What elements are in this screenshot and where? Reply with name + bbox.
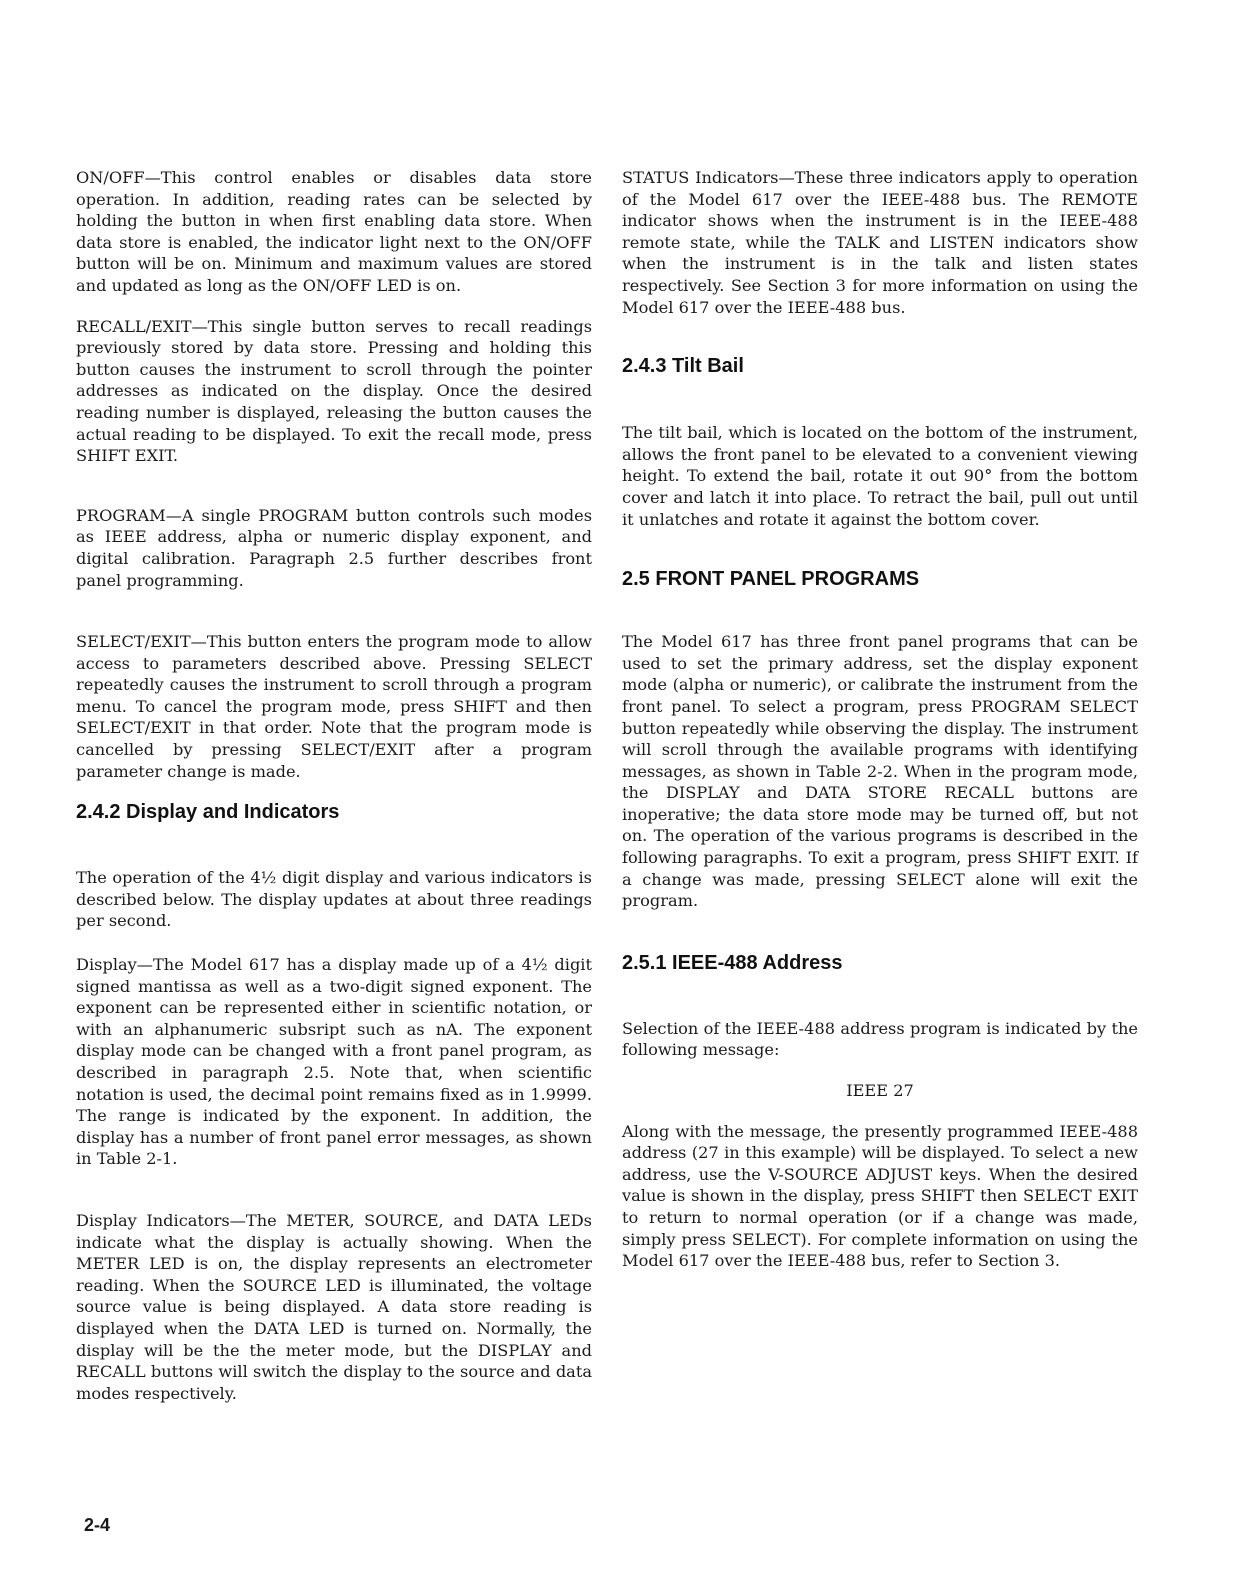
right-column [622,167,1138,1272]
display-paragraph: Display—The Model 617 has a display made up of a 4½ digit signed mantissa as well as a two-digit signed exponent. The exponent can be represented either in scientific notation, or with an alphanumeric subsript such as nA. The exponent display mode can be changed with a front panel program, as described in paragraph 2.5. Note that, when scientific notation is used, the decimal point remains fixed as in 1.9999. The range is indicated by the exponent. In addition, the display has a number of front panel error messages, as shown in Table 2-1. [76,955,592,1169]
ieee-address-message: IEEE 27 [846,1081,914,1101]
left-column [76,167,592,1404]
address-instructions-paragraph: Along with the message, the presently programmed IEEE-488 address (27 in this example) will be displayed. To select a new address, use the V-SOURCE ADJUST keys. When the desired value is shown in the display, press SHIFT then SELECT EXIT to return to normal operation (or if a change was made, simply press SELECT). For complete information on using the Model 617 over the IEEE-488 bus, refer to Section 3. [622,1121,1138,1271]
display-indicators-paragraph: Display Indicators—The METER, SOURCE, and DATA LEDs indicate what the display is actually showing. When the METER LED is on, the display represents an electrometer reading. When the SOURCE LED is illuminated, the voltage source value is being displayed. A data store reading is displayed when the DATA LED is turned on. Normally, the display will be the the meter mode, but the DISPLAY and RECALL buttons will switch the display to the source and data modes respectively. [76,1210,592,1403]
section-heading-2-5: 2.5 FRONT PANEL PROGRAMS [622,568,920,591]
display-operation-paragraph: The operation of the 4½ digit display and various indicators is described below. The display updates at about three readings per second. [76,868,592,931]
select-exit-paragraph: SELECT/EXIT—This button enters the program mode to allow access to parameters described above. Pressing SELECT repeatedly causes the instrument to scroll through a program menu. To cancel the program mode, press SHIFT and then SELECT/EXIT in that order. Note that the program mode is cancelled by pressing SELECT/EXIT after a program parameter change is made. [76,632,592,781]
page-number: 2-4 [84,1515,111,1535]
front-panel-programs-paragraph: The Model 617 has three front panel programs that can be used to set the primary address, set the display exponent mode (alpha or numeric), or calibrate the instrument from the front panel. To select a program, press PROGRAM SELECT button repeatedly while observing the display. The instrument will scroll through the available programs with identifying messages, as shown in Table 2-2. When in the program mode, the DISPLAY and DATA STORE RECALL buttons are inoperative; the data store mode may be turned off, but not on. The operation of the various programs is described in the following paragraphs. To exit a program, press SHIFT EXIT. If a change was made, pressing SELECT alone will exit the program. [622,632,1138,911]
status-indicators-paragraph: STATUS Indicators—These three indicators apply to operation of the Model 617 over the IEEE-488 bus. The REMOTE indicator shows when the instrument is in the IEEE-488 remote state, while the TALK and LISTEN indicators show when the instrument is in the talk and listen states respectively. See Section 3 for more information on using the Model 617 over the IEEE-488 bus. [622,168,1138,317]
on-off-paragraph: ON/OFF—This control enables or disables data store operation. In addition, reading rates can be selected by holding the button in when first enabling data store. When data store is enabled, the indicator light next to the ON/OFF button will be on. Minimum and maximum values are stored and updated as long as the ON/OFF LED is on. [76,168,592,295]
tilt-bail-paragraph: The tilt bail, which is located on the bottom of the instrument, allows the front panel to be elevated to a convenient viewing height. To extend the bail, rotate it out 90° from the bottom cover and latch it into place. To retract the bail, pull out until it unlatches and rotate it against the bottom cover. [622,423,1138,529]
section-heading-2-5-1: 2.5.1 IEEE-488 Address [622,951,843,974]
address-selection-paragraph: Selection of the IEEE-488 address program is indicated by the following message: [622,1018,1138,1060]
section-heading-2-4-3: 2.4.3 Tilt Bail [622,355,744,378]
section-heading-2-4-2: 2.4.2 Display and Indicators [76,801,340,824]
recall-exit-paragraph: RECALL/EXIT—This single button serves to recall readings previously stored by data store. Pressing and holding this button causes the instrument to scroll through the pointer addresses as indicated on the display. Once the desired reading number is displayed, releasing the button causes the actual reading to be displayed. To exit the recall mode, press SHIFT EXIT. [76,316,592,466]
program-paragraph: PROGRAM—A single PROGRAM button controls such modes as IEEE address, alpha or numeric display exponent, and digital calibration. Paragraph 2.5 further describes front panel programming. [76,505,592,590]
